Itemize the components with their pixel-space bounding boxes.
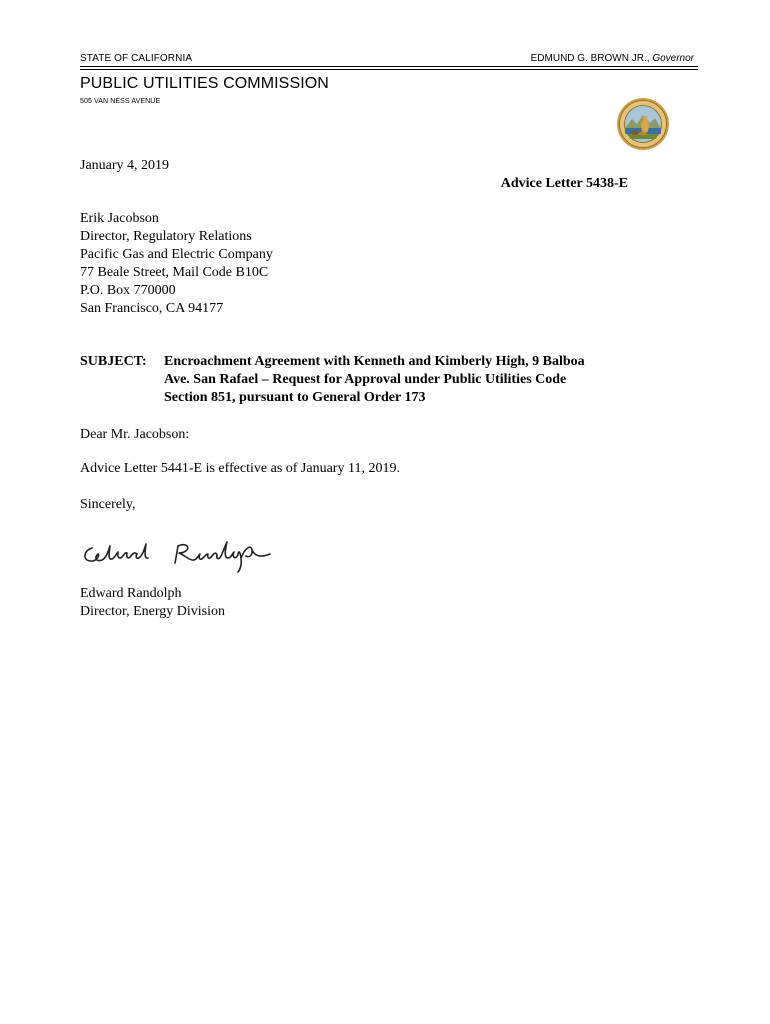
recipient-line: Pacific Gas and Electric Company [80,247,273,262]
handwritten-signature [80,534,276,574]
letter-date: January 4, 2019 [80,158,170,173]
salutation: Dear Mr. Jacobson: [80,427,190,442]
subject-line: Ave. San Rafael – Request for Approval under Public Utilities Code [164,372,567,387]
subject-line: Encroachment Agreement with Kenneth and Kimberly High, 9 Balboa [164,354,585,369]
recipient-line: Director, Regulatory Relations [80,229,252,244]
recipient-line: P.O. Box 770000 [80,283,176,298]
recipient-line: 77 Beale Street, Mail Code B10C [80,265,269,280]
governor-title: Governor [652,53,694,64]
subject-line: Section 851, pursuant to General Order 173 [164,390,426,405]
agency-name: PUBLIC UTILITIES COMMISSION [80,75,329,92]
signer-name: Edward Randolph [80,586,182,601]
california-seal-icon [616,97,670,151]
governor-name: EDMUND G. BROWN JR., [530,53,653,64]
recipient-line: Erik Jacobson [80,211,159,226]
agency-address: 505 VAN NESS AVENUE [80,98,161,105]
body-paragraph: Advice Letter 5441-E is effective as of January 11, 2019. [80,461,400,476]
recipient-line: San Francisco, CA 94177 [80,301,224,316]
advice-letter-reference: Advice Letter 5438-E [500,176,628,191]
header-rule-thick [80,66,698,67]
header-rule-thin [80,69,698,70]
state-header: STATE OF CALIFORNIA [80,53,193,64]
signer-title: Director, Energy Division [80,604,225,619]
closing: Sincerely, [80,497,136,512]
subject-text [164,353,644,407]
governor-header [531,53,694,64]
subject-label: SUBJECT: [80,354,147,369]
recipient-address [80,210,273,318]
